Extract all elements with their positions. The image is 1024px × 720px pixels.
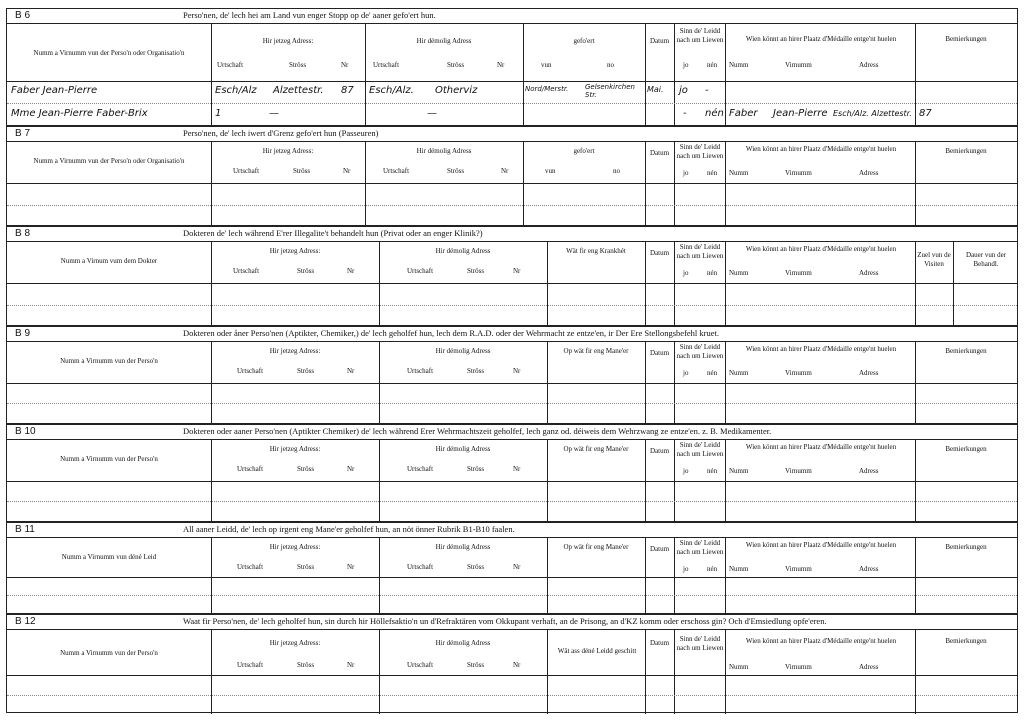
- col-former: Hir démolig Adress: [435, 639, 491, 647]
- col-name: Numm a Virnumm vun der Perso'n: [60, 649, 158, 657]
- col-suffered: Sinn de' Leidd nach um Liewen: [676, 243, 724, 260]
- section-id: B 7: [15, 128, 31, 139]
- sub-from: vun: [545, 167, 556, 175]
- col-date: Datum: [649, 37, 670, 45]
- sub-nr: Nr: [347, 563, 355, 571]
- sub-numm: Numm: [729, 61, 749, 69]
- section-id: B 12: [15, 616, 36, 627]
- col-current: Hir jetzeg Adress:: [269, 445, 321, 453]
- sub-nr: Nr: [341, 61, 349, 69]
- section-title: Dokteren oder åner Perso'nen (Aptikter, Chemiker,) de' lech geholfef hun, lech dem R.A.D. oder der Wehrmacht ze entze'en, ir Der Ere Stellongsbefehl kruet.: [183, 328, 720, 338]
- col-moved: gefo'ert: [573, 37, 595, 45]
- col-suffered: Sinn de' Leidd nach um Liewen: [676, 27, 724, 44]
- sub-place: Urtschaft: [217, 61, 244, 69]
- sub-no: nén: [707, 269, 718, 277]
- col-former: Hir démolig Adress: [416, 37, 472, 45]
- section-id: B 10: [15, 426, 36, 437]
- sub-virnumm: Virnumm: [785, 663, 812, 671]
- section-b8: [6, 226, 1018, 326]
- col-manner: Op wät fir eng Mane'er: [563, 347, 629, 355]
- col-visits: Zuel vun de Visiten: [917, 251, 951, 268]
- sub-street: Ströss: [293, 167, 311, 175]
- col-former: Hir démolig Adress: [416, 147, 472, 155]
- sub-no: nén: [707, 169, 718, 177]
- sub-numm: Numm: [729, 663, 749, 671]
- sub-numm: Numm: [729, 269, 749, 277]
- col-name: Numm a Virnumm vun der Perso'n oder Organisatio'n: [33, 157, 185, 165]
- col-remarks: Bemierkungen: [945, 543, 987, 551]
- col-current: Hir jetzeg Adress:: [269, 347, 321, 355]
- sub-street: Ströss: [447, 167, 465, 175]
- entry-no: nén: [705, 108, 724, 119]
- sub-from: vun: [541, 61, 552, 69]
- entry-dash: -: [683, 108, 687, 119]
- sub-place: Urtschaft: [237, 563, 264, 571]
- col-remarks: Bemierkungen: [945, 637, 987, 645]
- col-name: Numm a Virnumm vun der Perso'n: [60, 455, 158, 463]
- section-title: Dokteren oder aaner Perso'nen (Aptikter Chemiker) de' lech während Erer Wehrmachtszeit geholfef, lech ganz od. déiweis dem Wehrzwang ze entze'en. z. B. Medikamenter.: [183, 426, 772, 436]
- col-name: Numm a Virnum vum dem Dokter: [60, 257, 158, 265]
- entry-name: Faber Jean-Pierre: [11, 85, 98, 96]
- sub-virnumm: Virnumm: [785, 61, 812, 69]
- col-medal: Wien könnt an hirer Plaatz d'Médaille entge'nt huelen: [745, 541, 897, 549]
- sub-numm: Numm: [729, 467, 749, 475]
- sub-nr: Nr: [513, 267, 521, 275]
- col-medal: Wien könnt an hirer Plaatz d'Médaille entge'nt huelen: [745, 637, 897, 645]
- entry-date: Mai.: [647, 85, 664, 94]
- sub-virnumm: Virnumm: [785, 269, 812, 277]
- entry-cur-nr: 87: [341, 85, 354, 96]
- sub-street: Ströss: [467, 563, 485, 571]
- sub-place: Urtschaft: [373, 61, 400, 69]
- col-current: Hir jetzeg Adress:: [262, 147, 314, 155]
- entry-cur-place: Esch/Alz: [215, 85, 257, 96]
- col-date: Datum: [649, 639, 670, 647]
- sub-adress: Adress: [859, 169, 879, 177]
- col-manner: Op wät fir eng Mane'er: [563, 445, 629, 453]
- col-remarks: Bemierkungen: [945, 445, 987, 453]
- sub-nr: Nr: [347, 367, 355, 375]
- sub-place: Urtschaft: [407, 367, 434, 375]
- col-suffered: Sinn de' Leidd nach um Liewen: [676, 539, 724, 556]
- col-duration: Dauer vun der Behandl.: [965, 251, 1007, 268]
- sub-place: Urtschaft: [233, 267, 260, 275]
- col-former: Hir démolig Adress: [435, 347, 491, 355]
- sub-street: Ströss: [297, 563, 315, 571]
- sub-numm: Numm: [729, 565, 749, 573]
- sub-nr: Nr: [513, 563, 521, 571]
- section-b6: [6, 8, 1018, 126]
- section-title: Dokteren de' lech während E'rer Illegalite't behandelt hun (Privat oder an enger Klinik?): [183, 228, 483, 238]
- entry-to: Gelsenkirchen Str.: [585, 83, 635, 99]
- col-current: Hir jetzeg Adress:: [262, 37, 314, 45]
- sub-yes: jo: [683, 169, 689, 177]
- sub-street: Ströss: [297, 267, 315, 275]
- sub-adress: Adress: [859, 467, 879, 475]
- sub-numm: Numm: [729, 169, 749, 177]
- sub-place: Urtschaft: [237, 465, 264, 473]
- entry-cur-street: Alzettestr.: [273, 85, 324, 96]
- section-id: B 9: [15, 328, 31, 339]
- col-current: Hir jetzeg Adress:: [269, 639, 321, 647]
- sub-place: Urtschaft: [407, 661, 434, 669]
- sub-street: Ströss: [467, 661, 485, 669]
- section-title: All aaner Leidd, de' lech op irgent eng Mane'er geholfef hun, an nöt önner Rubrik B1-B10 faalen.: [183, 524, 515, 534]
- sub-street: Ströss: [297, 367, 315, 375]
- col-former: Hir démolig Adress: [435, 247, 491, 255]
- sub-street: Ströss: [297, 661, 315, 669]
- col-suffered: Sinn de' Leidd nach um Liewen: [676, 635, 724, 652]
- sub-no: nén: [707, 565, 718, 573]
- entry-medal-addr: Esch/Alz. Alzettestr.: [833, 109, 912, 118]
- entry-cur-street: —: [269, 108, 279, 119]
- section-title: Waat fir Perso'nen, de' lech geholfef hun, sin durch hir Höllefsaktio'n un d'Refraktären vom Okkupant verhaft, an de Prisong, an d'KZ komm oder erschoss gin? Och d'Emsiedlung opfe'eren.: [183, 616, 827, 626]
- col-date: Datum: [649, 349, 670, 357]
- sub-no: nén: [707, 467, 718, 475]
- col-remarks: Bemierkungen: [945, 147, 987, 155]
- sub-no: nén: [707, 369, 718, 377]
- col-name: Numm a Virnumm vun déné Leid: [61, 553, 157, 561]
- col-medal: Wien könnt an hirer Plaatz d'Médaille entge'nt huelen: [745, 145, 897, 153]
- section-title: Perso'nen, de' lech iwert d'Grenz gefo'ert hun (Passeuren): [183, 128, 379, 138]
- sub-street: Ströss: [467, 367, 485, 375]
- sub-adress: Adress: [859, 61, 879, 69]
- sub-yes: jo: [683, 269, 689, 277]
- sub-nr: Nr: [513, 661, 521, 669]
- entry-old-place: Esch/Alz.: [369, 85, 414, 96]
- entry-old-street: Otherviz: [435, 85, 478, 96]
- section-id: B 6: [15, 10, 31, 21]
- section-b12: [6, 614, 1018, 713]
- sub-street: Ströss: [467, 267, 485, 275]
- col-remarks: Bemierkungen: [945, 35, 987, 43]
- col-name: Numm a Virnumm vun der Perso'n oder Organisatio'n: [33, 49, 185, 57]
- form-page: [6, 8, 1018, 713]
- section-id: B 11: [15, 524, 35, 535]
- sub-virnumm: Virnumm: [785, 565, 812, 573]
- entry-name: Mme Jean-Pierre Faber-Brix: [11, 108, 148, 119]
- section-b7: [6, 126, 1018, 226]
- sub-virnumm: Virnumm: [785, 369, 812, 377]
- sub-street: Ströss: [289, 61, 307, 69]
- col-former: Hir démolig Adress: [435, 543, 491, 551]
- col-date: Datum: [649, 447, 670, 455]
- sub-to: no: [613, 167, 620, 175]
- section-b9: [6, 326, 1018, 424]
- sub-adress: Adress: [859, 369, 879, 377]
- col-medal: Wien könnt an hirer Plaatz d'Médaille entge'nt huelen: [745, 345, 897, 353]
- sub-virnumm: Virnumm: [785, 467, 812, 475]
- sub-place: Urtschaft: [237, 367, 264, 375]
- sub-nr: Nr: [501, 167, 509, 175]
- entry-cur-place: 1: [215, 108, 222, 119]
- col-medal: Wien könnt an hirer Plaatz d'Médaille entge'nt huelen: [745, 35, 897, 43]
- entry-medal-nr: 87: [919, 108, 932, 119]
- sub-to: no: [607, 61, 614, 69]
- sub-yes: jo: [683, 61, 689, 69]
- col-suffered: Sinn de' Leidd nach um Liewen: [676, 441, 724, 458]
- sub-adress: Adress: [859, 663, 879, 671]
- col-date: Datum: [649, 249, 670, 257]
- entry-yes-2: -: [705, 85, 709, 96]
- col-remarks: Bemierkungen: [945, 347, 987, 355]
- entry-yes: jo: [679, 85, 688, 96]
- col-date: Datum: [649, 545, 670, 553]
- col-suffered: Sinn de' Leidd nach um Liewen: [676, 343, 724, 360]
- entry-old-street: —: [427, 108, 437, 119]
- col-illness: Wät fir eng Krankhét: [566, 247, 626, 255]
- sub-place: Urtschaft: [407, 563, 434, 571]
- sub-nr: Nr: [347, 267, 355, 275]
- sub-place: Urtschaft: [237, 661, 264, 669]
- col-medal: Wien könnt an hirer Plaatz d'Médaille entge'nt huelen: [745, 245, 897, 253]
- sub-numm: Numm: [729, 369, 749, 377]
- col-current: Hir jetzeg Adress:: [269, 247, 321, 255]
- entry-medal-first: Jean-Pierre: [773, 108, 828, 119]
- sub-no: nén: [707, 61, 718, 69]
- col-what: Wät ass déné Leidd geschitt: [557, 647, 637, 655]
- sub-nr: Nr: [513, 367, 521, 375]
- col-date: Datum: [649, 149, 670, 157]
- sub-nr: Nr: [343, 167, 351, 175]
- col-former: Hir démolig Adress: [435, 445, 491, 453]
- sub-place: Urtschaft: [407, 267, 434, 275]
- sub-place: Urtschaft: [233, 167, 260, 175]
- section-title: Perso'nen, de' lech hei am Land vun enger Stopp op de' aaner gefo'ert hun.: [183, 10, 436, 20]
- section-id: B 8: [15, 228, 31, 239]
- sub-nr: Nr: [347, 465, 355, 473]
- entry-from: Nord/Merstr.: [525, 85, 569, 93]
- sub-place: Urtschaft: [383, 167, 410, 175]
- sub-virnumm: Virnumm: [785, 169, 812, 177]
- col-name: Numm a Virnumm vun der Perso'n: [60, 357, 158, 365]
- sub-street: Ströss: [297, 465, 315, 473]
- sub-adress: Adress: [859, 269, 879, 277]
- col-medal: Wien könnt an hirer Plaatz d'Médaille entge'nt huelen: [745, 443, 897, 451]
- col-suffered: Sinn de' Leidd nach um Liewen: [676, 143, 724, 160]
- section-b11: [6, 522, 1018, 614]
- sub-place: Urtschaft: [407, 465, 434, 473]
- section-b10: [6, 424, 1018, 522]
- sub-yes: jo: [683, 565, 689, 573]
- sub-street: Ströss: [467, 465, 485, 473]
- sub-nr: Nr: [347, 661, 355, 669]
- sub-nr: Nr: [497, 61, 505, 69]
- sub-street: Ströss: [447, 61, 465, 69]
- col-moved: gefo'ert: [573, 147, 595, 155]
- col-manner: Op wät fir eng Mane'er: [563, 543, 629, 551]
- sub-adress: Adress: [859, 565, 879, 573]
- col-current: Hir jetzeg Adress:: [269, 543, 321, 551]
- sub-yes: jo: [683, 467, 689, 475]
- entry-medal-name: Faber: [729, 108, 758, 119]
- sub-yes: jo: [683, 369, 689, 377]
- sub-nr: Nr: [513, 465, 521, 473]
